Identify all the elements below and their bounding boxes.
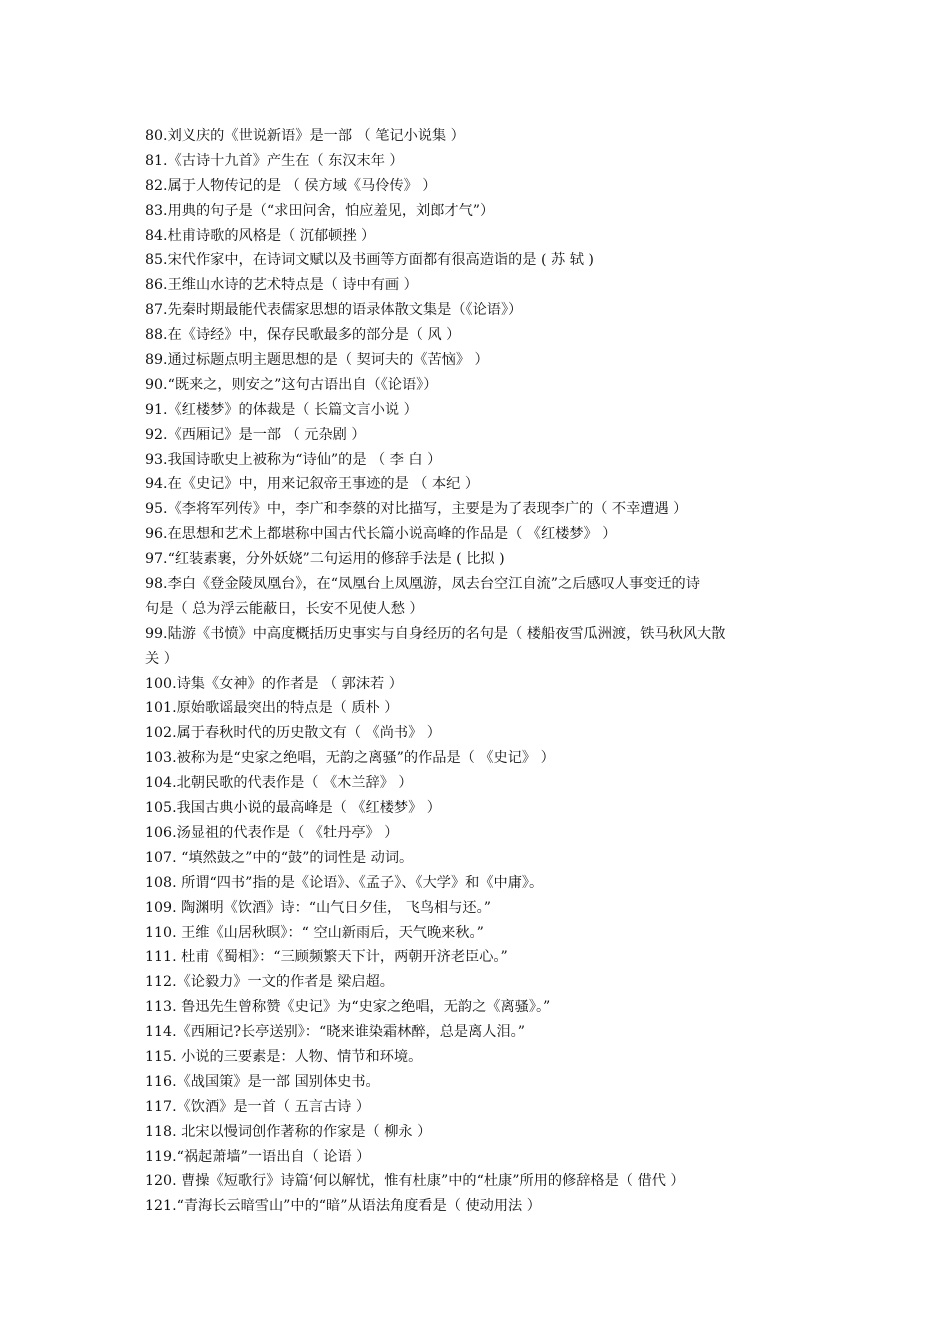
text-line: 105.我国古典小说的最高峰是（ 《红楼梦》 ） <box>145 800 441 817</box>
text-line: 96.在思想和艺术上都堪称中国古代长篇小说高峰的作品是（ 《红楼梦》 ） <box>145 526 617 543</box>
text-line: 119.“祸起萧墙”一语出自（ 论语 ） <box>145 1148 371 1165</box>
text-line: 关 ） <box>145 650 178 667</box>
text-line: 101.原始歌谣最突出的特点是（ 质朴 ） <box>145 700 399 717</box>
text-line: 92.《西厢记》是一部 （ 元杂剧 ） <box>145 426 366 443</box>
text-line: 84.杜甫诗歌的风格是（ 沉郁顿挫 ） <box>145 227 376 244</box>
text-line: 81.《古诗十九首》产生在（ 东汉末年 ） <box>145 152 404 169</box>
text-line: 103.被称为是“史家之绝唱，无韵之离骚”的作品是（ 《史记》 ） <box>145 750 555 767</box>
text-line: 111. 杜甫《蜀相》：“三顾频繁天下计，两朝开济老臣心。” <box>145 949 508 966</box>
text-line: 85.宋代作家中，在诗词文赋以及书画等方面都有很高造诣的是 ( 苏 轼 ) <box>145 252 594 269</box>
text-line: 120. 曹操《短歌行》诗篇‘何以解忧，惟有杜康”中的“杜康”所用的修辞格是（ 借代 ） <box>145 1173 685 1190</box>
text-line: 86.王维山水诗的艺术特点是（ 诗中有画 ） <box>145 277 418 294</box>
text-line: 110. 王维《山居秋暝》：“ 空山新雨后，天气晚来秋。” <box>145 924 484 941</box>
text-line: 93.我国诗歌史上被称为“诗仙”的是 （ 李 白 ） <box>145 451 442 468</box>
text-line: 104.北朝民歌的代表作是（ 《木兰辞》 ） <box>145 775 413 792</box>
text-line: 83.用典的句子是（“求田问舍，怕应羞见，刘郎才气”） <box>145 202 495 219</box>
text-line: 82.属于人物传记的是 （ 侯方域《马伶传》 ） <box>145 177 437 194</box>
text-line: 112.《论毅力》一文的作者是 梁启超。 <box>145 974 394 991</box>
text-line: 118. 北宋以慢词创作著称的作家是（ 柳永 ） <box>145 1123 432 1140</box>
text-line: 89.通过标题点明主题思想的是（ 契诃夫的《苦恼》 ） <box>145 352 489 369</box>
text-line: 108. 所谓“四书”指的是《论语》、《孟子》、《大学》和《中庸》。 <box>145 874 544 891</box>
text-line: 87.先秦时期最能代表儒家思想的语录体散文集是（《论语》） <box>145 302 523 319</box>
text-line: 90.“既来之，则安之”这句古语出自（《论语》） <box>145 376 438 393</box>
text-line: 117.《饮酒》是一首（ 五言古诗 ） <box>145 1098 371 1115</box>
text-line: 98.李白《登金陵凤凰台》，在“凤凰台上凤凰游，凤去台空江自流”之后感叹人事变迁的诗 <box>145 576 700 593</box>
text-line: 115. 小说的三要素是：人物、情节和环境。 <box>145 1048 423 1065</box>
document-body <box>145 124 813 1219</box>
text-line: 99.陆游《书愤》中高度概括历史事实与自身经历的名句是（ 楼船夜雪瓜洲渡，铁马秋风大散 <box>145 625 726 642</box>
text-line: 121.“青海长云暗雪山”中的“暗”从语法角度看是（ 使动用法 ） <box>145 1198 541 1215</box>
text-line: 100.诗集《女神》的作者是 （ 郭沫若 ） <box>145 675 403 692</box>
text-line: 113. 鲁迅先生曾称赞《史记》为“史家之绝唱，无韵之《离骚》。” <box>145 999 551 1016</box>
text-line: 95.《李将军列传》中，李广和李蔡的对比描写，主要是为了表现李广的（ 不幸遭遇 ） <box>145 501 688 518</box>
text-line: 114.《西厢记?长亭送别》：“晓来谁染霜林醉，总是离人泪。” <box>145 1024 526 1041</box>
text-line: 80.刘义庆的《世说新语》是一部 （ 笔记小说集 ） <box>145 128 465 144</box>
text-line: 88.在《诗经》中，保存民歌最多的部分是（ 风 ） <box>145 327 461 344</box>
text-line: 106.汤显祖的代表作是（ 《牡丹亭》 ） <box>145 824 399 841</box>
text-line: 句是（ 总为浮云能蔽日，长安不见使人愁 ） <box>145 600 424 617</box>
text-line: 97.“红装素裹，分外妖娆”二句运用的修辞手法是 ( 比拟 ) <box>145 551 505 568</box>
text-line: 116.《战国策》是一部 国别体史书。 <box>145 1073 380 1090</box>
text-line: 107. “填然鼓之”中的“鼓”的词性是 动词。 <box>145 849 414 866</box>
text-line: 91.《红楼梦》的体裁是（ 长篇文言小说 ） <box>145 401 418 418</box>
text-line: 94.在《史记》中，用来记叙帝王事迹的是 （ 本纪 ） <box>145 476 480 493</box>
text-line: 109. 陶渊明《饮酒》诗：“山气日夕佳， 飞鸟相与还。” <box>145 899 491 916</box>
text-line: 102.属于春秋时代的历史散文有（ 《尚书》 ） <box>145 725 441 742</box>
